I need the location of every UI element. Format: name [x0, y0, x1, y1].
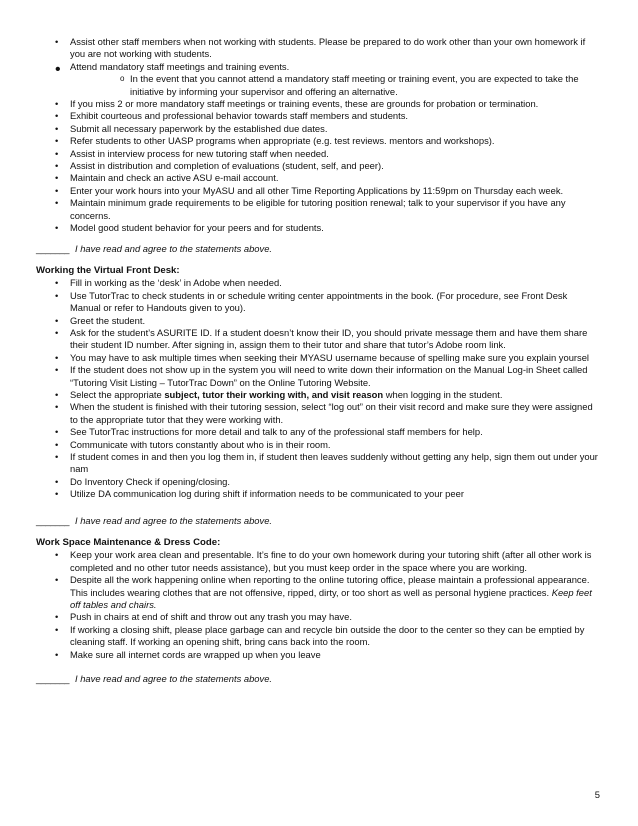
- bold-text: subject, tutor their working with, and visit reason: [164, 388, 384, 400]
- list-item: • Communicate with tutors constantly about who is in their room.: [36, 439, 598, 451]
- list-item: • When the student is finished with their tutoring session, select “log out” on their visit record and make sure they were assigned to the appropriate tutor that they were working with.: [36, 401, 598, 426]
- list-item: • Fill in working as the ‘desk’ in Adobe when needed.: [36, 277, 598, 289]
- list-item: • If the student does not show up in the system you will need to write down their information on the Manual Log-in Sheet called “Tutoring Visit Listing – TutorTrac Down” on the Online Tutoring Website.: [36, 364, 598, 389]
- list-item: • If you miss 2 or more mandatory staff meetings or training events, these are grounds for probation or termination.: [36, 98, 598, 110]
- list-item: • Make sure all internet cords are wrapped up when you leave: [36, 649, 598, 661]
- list-item: • Maintain minimum grade requirements to be eligible for tutoring position renewal; talk to your supervisor if you have any concerns.: [36, 197, 598, 222]
- list-item: • Submit all necessary paperwork by the established due dates.: [36, 123, 598, 135]
- list-item-text: Select the appropriate: [70, 388, 165, 400]
- agreement-text: I have read and agree to the statements above.: [75, 514, 273, 526]
- agreement-text: I have read and agree to the statements above.: [75, 242, 273, 254]
- list-item-text: • Attend mandatory staff meetings and training events.: [70, 60, 290, 72]
- list-item: • Assist in distribution and completion of evaluations (student, self, and peer).: [36, 160, 598, 172]
- list-item: • Enter your work hours into your MyASU and all other Time Reporting Applications by 11:59pm on Thursday each week.: [36, 185, 598, 197]
- list-item: [36, 574, 598, 611]
- list-item-text: when logging in the student.: [383, 388, 503, 400]
- signature-blank[interactable]: _______: [36, 673, 69, 685]
- sub-list-item: o In the event that you cannot attend a mandatory staff meeting or training event, you are expected to take the initiative by informing your supervisor and offering an alternative.: [70, 73, 598, 98]
- section-heading: Working the Virtual Front Desk:: [36, 264, 180, 276]
- list-item: • Assist in interview process for new tutoring staff when needed.: [36, 148, 598, 160]
- section-heading: Work Space Maintenance & Dress Code:: [36, 537, 221, 549]
- list-item: • Do Inventory Check if opening/closing.: [36, 476, 598, 488]
- list-item: [36, 389, 598, 401]
- agreement-line: [36, 515, 598, 527]
- list-item: • Use TutorTrac to check students in or schedule writing center appointments in the book. (For procedure, see Front Desk Manual or refer to Handouts given to you).: [36, 290, 598, 315]
- agreement-line: [36, 243, 598, 255]
- responsibilities-list: [36, 36, 598, 235]
- list-item: • Push in chairs at end of shift and throw out any trash you may have.: [36, 611, 598, 623]
- list-item: • Keep your work area clean and presentable. It’s fine to do your own homework during your tutoring shift (after all other work is completed and no other tutor needs assistance), but you must keep order in the space where you are working.: [36, 549, 598, 574]
- list-item: • Exhibit courteous and professional behavior towards staff members and students.: [36, 110, 598, 122]
- list-item: • Assist other staff members when not working with students. Please be prepared to do work other than your own homework if you are not working with students.: [36, 36, 598, 61]
- signature-blank[interactable]: _______: [36, 242, 69, 254]
- list-item: • Maintain and check an active ASU e-mail account.: [36, 172, 598, 184]
- workspace-list: [36, 549, 598, 661]
- front-desk-list: [36, 277, 598, 500]
- sub-list: [70, 73, 598, 98]
- list-item: • See TutorTrac instructions for more detail and talk to any of the professional staff members for help.: [36, 426, 598, 438]
- list-item: • You may have to ask multiple times when seeking their MYASU username because of spelling make sure you explain yoursel: [36, 352, 598, 364]
- list-item: [36, 61, 598, 98]
- list-item: • Ask for the student’s ASURITE ID. If a student doesn’t know their ID, you should private message them and have them share their student ID number. After signing in, assign them to their tutor and share that tutor’s Adobe room link.: [36, 327, 598, 352]
- page-number: 5: [594, 789, 600, 800]
- list-item-text: Despite all the work happening online when reporting to the online tutoring office, please maintain a professional appearance. This includes wearing clothes that are not offensive, ripped, dirty, or too short as well as personal hygiene practices.: [70, 574, 590, 598]
- list-item: • If student comes in and then you log them in, if student then leaves suddenly without getting any help, sign them out under your nam: [36, 451, 598, 476]
- italic-text: Keep feet off tables and chairs.: [70, 586, 592, 611]
- agreement-line: [36, 673, 598, 685]
- list-item: • If working a closing shift, please place garbage can and recycle bin outside the door to the center so they can be emptied by cleaning staff. If working an opening shift, bring cans back into the room.: [36, 624, 598, 649]
- list-item: • Refer students to other UASP programs when appropriate (e.g. test reviews. mentors and workshops).: [36, 135, 598, 147]
- list-item: • Model good student behavior for your peers and for students.: [36, 222, 598, 234]
- list-item: • Greet the student.: [36, 315, 598, 327]
- signature-blank[interactable]: _______: [36, 514, 69, 526]
- agreement-text: I have read and agree to the statements above.: [75, 673, 273, 685]
- list-item: • Utilize DA communication log during shift if information needs to be communicated to your peer: [36, 488, 598, 500]
